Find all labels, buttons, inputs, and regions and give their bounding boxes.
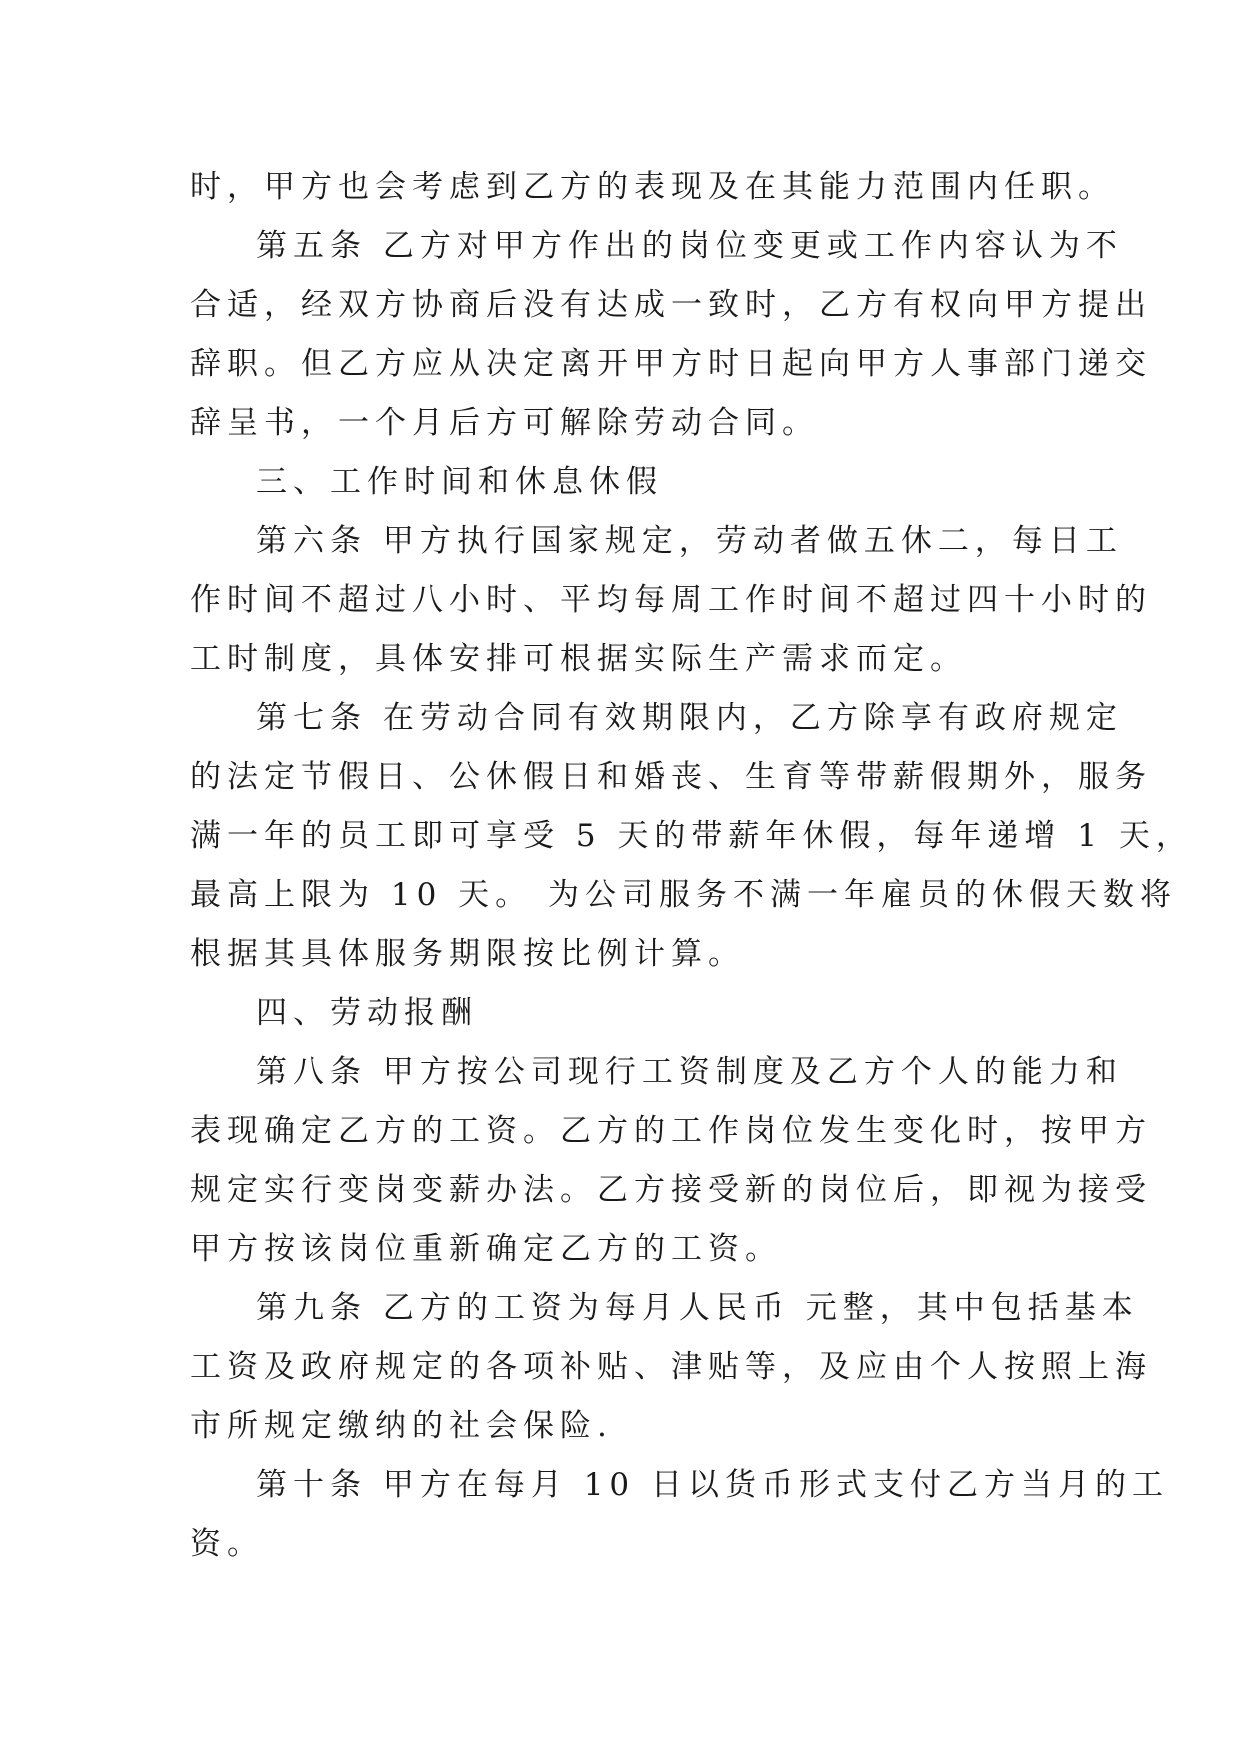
section-heading-remuneration — [190, 984, 1050, 1043]
text-line: 工时制度，具体安排可根据实际生产需求而定。 — [190, 641, 967, 677]
text-line: 时，甲方也会考虑到乙方的表现及在其能力范围内任职。 — [190, 169, 1115, 205]
paragraph-continuation — [190, 158, 1115, 217]
text-line: 表现确定乙方的工资。乙方的工作岗位发生变化时，按甲方 — [190, 1113, 1152, 1149]
text-line: 第七条 在劳动合同有效期限内，乙方除享有政府规定 — [256, 700, 1123, 736]
text-line: 最高上限为 10 天。 为公司服务不满一年雇员的休假天数将 — [190, 877, 1178, 913]
document-body — [190, 158, 1193, 1574]
text-line: 第九条 乙方的工资为每月人民币 元整，其中包括基本 — [256, 1290, 1139, 1326]
text-line: 第八条 甲方按公司现行工资制度及乙方个人的能力和 — [256, 1054, 1123, 1090]
paragraph-article-5 — [190, 217, 1152, 453]
text-line: 甲方按该岗位重新确定乙方的工资。 — [190, 1231, 782, 1267]
paragraph-article-8 — [190, 1043, 1152, 1279]
text-line: 满一年的员工即可享受 5 天的带薪年休假，每年递增 1 天， — [190, 818, 1193, 854]
section-heading: 三、工作时间和休息休假 — [256, 464, 663, 500]
paragraph-article-9 — [190, 1279, 1152, 1456]
text-line: 规定实行变岗变薪办法。乙方接受新的岗位后，即视为接受 — [190, 1172, 1152, 1208]
text-line: 合适，经双方协商后没有达成一致时，乙方有权向甲方提出 — [190, 287, 1152, 323]
text-line: 第五条 乙方对甲方作出的岗位变更或工作内容认为不 — [256, 228, 1123, 264]
text-line: 第十条 甲方在每月 10 日以货币形式支付乙方当月的工 — [256, 1467, 1170, 1503]
text-line: 辞职。但乙方应从决定离开甲方时日起向甲方人事部门递交 — [190, 346, 1152, 382]
paragraph-article-6 — [190, 512, 1152, 689]
text-line: 辞呈书，一个月后方可解除劳动合同。 — [190, 405, 819, 441]
text-line: 第六条 甲方执行国家规定，劳动者做五休二，每日工 — [256, 523, 1123, 559]
paragraph-article-7 — [190, 689, 1193, 984]
text-line: 作时间不超过八小时、平均每周工作时间不超过四十小时的 — [190, 582, 1152, 618]
section-heading-working-hours — [190, 453, 1050, 512]
text-line: 工资及政府规定的各项补贴、津贴等，及应由个人按照上海 — [190, 1349, 1152, 1385]
paragraph-article-10 — [190, 1456, 1170, 1574]
text-line: 根据其具体服务期限按比例计算。 — [190, 936, 745, 972]
section-heading: 四、劳动报酬 — [256, 995, 478, 1031]
text-line: 的法定节假日、公休假日和婚丧、生育等带薪假期外，服务 — [190, 759, 1152, 795]
text-line: 市所规定缴纳的社会保险. — [190, 1408, 613, 1444]
text-line: 资。 — [190, 1526, 264, 1562]
